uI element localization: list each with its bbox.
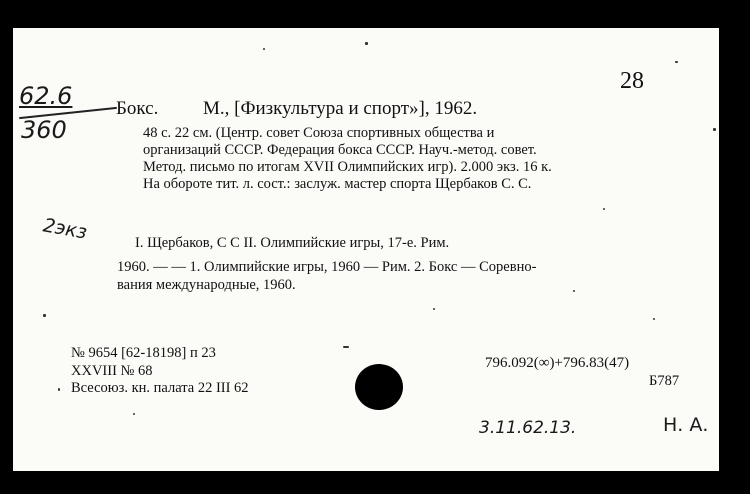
scan-speck: [603, 208, 605, 210]
tracing-line-1: I. Щербаков, С С II. Олимпийские игры, 17-е. Рим.: [135, 235, 450, 251]
call-number-bottom: 360: [21, 116, 67, 144]
entry-title: Бокс.: [116, 98, 159, 119]
scan-speck: [433, 308, 435, 310]
scan-speck: [133, 413, 135, 415]
description-line-3: Метод. письмо по итогам XVII Олимпийских игр). 2.000 экз. 16 к.: [143, 159, 552, 175]
tracing-line-2: 1960. — — 1. Олимпийские игры, 1960 — Рим. 2. Бокс — Соревно-: [117, 259, 537, 275]
scan-speck: [675, 61, 678, 63]
scan-speck: [713, 128, 716, 131]
call-number-top: 62.6: [19, 82, 73, 110]
card-number: 28: [620, 68, 644, 94]
copies-note: 2экз: [41, 214, 89, 244]
series-line: XXVIII № 68: [71, 363, 153, 379]
catalog-card: [13, 28, 719, 471]
handwritten-initials: Н. А.: [663, 414, 709, 436]
scan-speck: [573, 290, 575, 292]
scan-speck: [653, 318, 655, 320]
scan-speck: [365, 42, 368, 45]
scan-speck: [263, 48, 265, 50]
record-number: № 9654 [62-18198] п 23: [71, 345, 216, 361]
scan-speck: [58, 388, 60, 391]
description-line-4: На обороте тит. л. сост.: заслуж. мастер спорта Щербаков С. С.: [143, 176, 532, 192]
description-line-2: организаций СССР. Федерация бокса СССР. Науч.-метод. совет.: [143, 142, 537, 158]
publisher-line: Всесоюз. кн. палата 22 III 62: [71, 380, 249, 396]
handwritten-date: 3.11.62.13.: [479, 418, 577, 438]
description-line-1: 48 с. 22 см. (Центр. совет Союза спортивных общества и: [143, 125, 495, 141]
scan-speck: [43, 314, 46, 317]
entry-imprint: М., [Физкультура и спорт»], 1962.: [203, 98, 478, 119]
punch-hole: [355, 364, 403, 410]
author-mark: Б787: [649, 373, 680, 389]
classification-index: 796.092(∞)+796.83(47): [485, 355, 630, 371]
scan-speck: [343, 346, 349, 348]
tracing-line-3: вания международные, 1960.: [117, 277, 296, 293]
